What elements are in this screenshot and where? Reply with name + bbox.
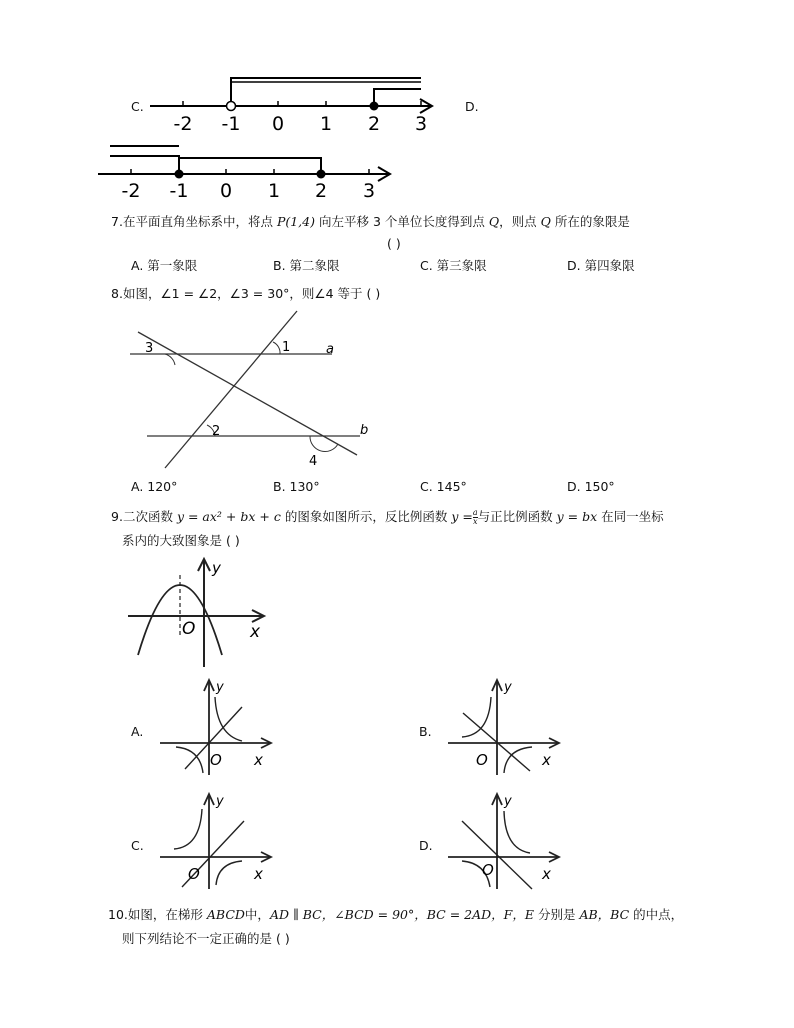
origin-label: O [210, 751, 222, 769]
q9-line2: 系内的大致图象是 ( ) [122, 533, 240, 548]
q9-text: 与正比例函数 [477, 509, 553, 524]
closed-point [175, 170, 184, 179]
option-c: C. 第三象限 [420, 258, 487, 273]
tick-label: 3 [414, 113, 428, 135]
option-d-label: D. [465, 99, 479, 114]
number-line-d [98, 140, 403, 202]
option-b: B. [419, 724, 432, 739]
question-9-stem [111, 509, 664, 526]
tick-label: -2 [121, 180, 141, 202]
question-number: 8. [111, 286, 123, 301]
tick-label: 0 [271, 113, 285, 135]
question-number: 9. [111, 509, 123, 524]
parallel-lines-figure [120, 305, 380, 475]
graph-option-d [448, 791, 563, 891]
origin-label: O [482, 861, 494, 879]
option-c: C. 145° [420, 479, 467, 494]
x-axis-label: x [542, 865, 551, 883]
question-8-stem [111, 286, 380, 302]
tick-label: -2 [173, 113, 193, 135]
tick-label: 3 [362, 180, 376, 202]
q7-text: 在平面直角坐标系中，将点 [122, 214, 273, 229]
option-d: D. 150° [567, 479, 615, 494]
option-a: A. [131, 724, 144, 739]
origin-label: O [182, 619, 196, 639]
q10-text: 中， [244, 907, 270, 922]
number-line-c [140, 70, 450, 135]
q8-text: 如图，∠1 = ∠2，∠3 = 30°，则∠4 等于 ( ) [122, 286, 381, 301]
q10-condition: AD ∥ BC，∠BCD = 90°，BC = 2AD，F，E [269, 907, 534, 922]
x-axis-label: x [542, 751, 551, 769]
answer-paren: ( ) [387, 236, 401, 251]
origin-label: O [188, 865, 200, 883]
angle-label-1: 1 [282, 340, 291, 355]
tick-label: 0 [219, 180, 233, 202]
question-number: 10. [108, 907, 128, 922]
y-axis-label: y [504, 680, 512, 695]
option-a: A. 第一象限 [131, 258, 198, 273]
y-axis-label: y [216, 680, 224, 695]
q10-text: 分别是 [537, 907, 576, 922]
angle-label-2: 2 [212, 424, 221, 439]
q10-segments: AB，BC [579, 907, 630, 922]
x-axis-label: x [254, 865, 263, 883]
angle-label-4: 4 [309, 454, 318, 469]
question-number: 7. [111, 214, 123, 229]
tick-label: 1 [319, 113, 333, 135]
q7-point-q: Q [488, 214, 500, 229]
option-d: D. [419, 838, 433, 853]
question-10-stem [108, 907, 683, 923]
q9-text: 的图象如图所示，反比例函数 [284, 509, 448, 524]
q7-text: 所在的象限是 [554, 214, 630, 229]
option-c-label: C. [131, 99, 144, 114]
q9-text: 在同一坐标 [601, 509, 664, 524]
line-label-b: b [360, 423, 369, 438]
question-7-stem [111, 214, 630, 230]
angle-label-3: 3 [145, 341, 154, 356]
y-axis-label: y [504, 794, 512, 809]
option-b: B. 第二象限 [273, 258, 340, 273]
q9-equation: y = bx [556, 509, 598, 524]
option-d: D. 第四象限 [567, 258, 635, 273]
tick-label: 2 [367, 113, 381, 135]
q9-equation: y = ax² + bx + c [176, 509, 281, 524]
tick-label: -1 [169, 180, 189, 202]
open-point [227, 102, 236, 111]
q9-equation: y = [451, 509, 473, 524]
q10-trapezoid: ABCD [206, 907, 245, 922]
q9-text: 二次函数 [122, 509, 173, 524]
graph-option-b [448, 677, 563, 777]
closed-point [317, 170, 326, 179]
graph-option-c [160, 791, 275, 891]
q7-text: ，则点 [499, 214, 537, 229]
x-axis-label: x [250, 622, 261, 642]
option-b: B. 130° [273, 479, 320, 494]
option-a: A. 120° [131, 479, 178, 494]
tick-label: 1 [267, 180, 281, 202]
fraction-denominator: x [472, 517, 478, 526]
tick-label: 2 [314, 180, 328, 202]
tick-label: -1 [221, 113, 241, 135]
q10-text: 的中点， [633, 907, 684, 922]
origin-label: O [476, 751, 488, 769]
option-c: C. [131, 838, 144, 853]
q10-line2: 则下列结论不一定正确的是 ( ) [122, 931, 290, 946]
y-axis-label: y [212, 559, 221, 577]
graph-option-a [160, 677, 275, 777]
q7-text: 向左平移 3 个单位长度得到点 [318, 214, 485, 229]
q7-point-q: Q [540, 214, 551, 229]
q7-point: P(1,4) [276, 214, 315, 229]
y-axis-label: y [216, 794, 224, 809]
q10-text: 如图，在梯形 [127, 907, 203, 922]
closed-point [370, 102, 379, 111]
x-axis-label: x [254, 751, 263, 769]
line-label-a: a [326, 342, 334, 357]
fraction-numerator: a [472, 508, 478, 517]
parabola-figure [120, 555, 270, 670]
